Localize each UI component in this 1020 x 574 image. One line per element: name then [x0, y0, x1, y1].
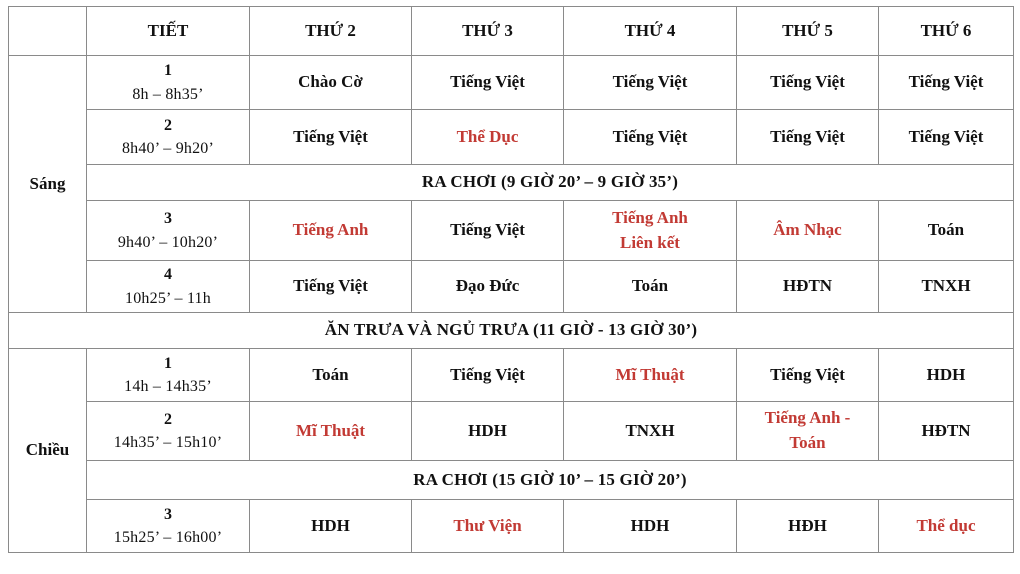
corner-cell	[9, 7, 87, 56]
period-cell	[87, 261, 250, 313]
period-time: 8h40’ – 9h20’	[121, 140, 215, 157]
subject-cell: Tiếng Việt	[564, 110, 737, 165]
header-row	[9, 7, 1014, 56]
subject-cell: Thể Dục	[412, 110, 564, 165]
subject-cell: Âm Nhạc	[737, 201, 879, 261]
period-cell	[87, 402, 250, 461]
subject-cell: Thư Viện	[412, 500, 564, 553]
subject-cell: Toán	[564, 261, 737, 313]
period-number: 2	[164, 410, 172, 428]
header-day: THỨ 3	[412, 7, 564, 56]
header-day: THỨ 6	[879, 7, 1014, 56]
table-row	[9, 349, 1014, 402]
period-number: 3	[164, 505, 172, 523]
period-cell	[87, 56, 250, 110]
subject-cell: Tiếng Việt	[412, 349, 564, 402]
subject-cell: HĐTN	[737, 261, 879, 313]
subject-cell: Mĩ Thuật	[250, 402, 412, 461]
period-cell	[87, 500, 250, 553]
subject-cell: Tiếng Việt	[879, 56, 1014, 110]
subject-cell: TNXH	[564, 402, 737, 461]
subject-cell: Chào Cờ	[250, 56, 412, 110]
subject-cell: HDH	[412, 402, 564, 461]
period-number: 1	[164, 62, 172, 80]
break-morning: RA CHƠI (9 GIỜ 20’ – 9 GIỜ 35’)	[87, 165, 1014, 201]
subject-cell: Tiếng Việt	[737, 110, 879, 165]
period-time: 8h – 8h35’	[132, 85, 204, 103]
table-row	[9, 500, 1014, 553]
timetable	[8, 6, 1014, 553]
subject-cell: Tiếng Anh - Toán	[737, 402, 879, 461]
subject-cell: Toán	[250, 349, 412, 402]
period-number: 3	[164, 210, 172, 228]
table-row	[9, 261, 1014, 313]
subject-cell: Tiếng Việt	[737, 56, 879, 110]
subject-cell: Toán	[879, 201, 1014, 261]
subject-cell: Tiếng Việt	[412, 201, 564, 261]
break-lunch: ĂN TRƯA VÀ NGỦ TRƯA (11 GIỜ - 13 GIỜ 30’)	[9, 313, 1014, 349]
subject-cell: HĐH	[737, 500, 879, 553]
period-cell	[87, 110, 250, 165]
header-day: THỨ 5	[737, 7, 879, 56]
header-day: THỨ 4	[564, 7, 737, 56]
subject-cell: Tiếng Anh	[250, 201, 412, 261]
subject-cell: Tiếng Việt	[879, 110, 1014, 165]
subject-cell: Tiếng Anh Liên kết	[564, 201, 737, 261]
subject-cell: TNXH	[879, 261, 1014, 313]
subject-cell: Tiếng Việt	[564, 56, 737, 110]
break-afternoon: RA CHƠI (15 GIỜ 10’ – 15 GIỜ 20’)	[87, 461, 1014, 500]
period-time: 15h25’ – 16h00’	[113, 529, 223, 546]
session-afternoon: Chiều	[9, 349, 87, 553]
table-row	[9, 56, 1014, 110]
subject-cell: HDH	[564, 500, 737, 553]
period-number: 4	[164, 266, 172, 284]
period-number: 2	[164, 116, 172, 134]
subject-cell: Tiếng Việt	[250, 110, 412, 165]
header-period: TIẾT	[87, 7, 250, 56]
subject-cell: HDH	[879, 349, 1014, 402]
break-row	[9, 165, 1014, 201]
session-morning: Sáng	[9, 56, 87, 313]
period-cell	[87, 201, 250, 261]
period-cell	[87, 349, 250, 402]
subject-cell: Tiếng Việt	[250, 261, 412, 313]
subject-cell: Mĩ Thuật	[564, 349, 737, 402]
table-row	[9, 110, 1014, 165]
period-time: 14h35’ – 15h10’	[113, 434, 223, 451]
break-row	[9, 313, 1014, 349]
subject-cell: Tiếng Việt	[412, 56, 564, 110]
header-day: THỨ 2	[250, 7, 412, 56]
subject-cell: Đạo Đức	[412, 261, 564, 313]
period-time: 14h – 14h35’	[124, 378, 212, 395]
table-row	[9, 201, 1014, 261]
table-row	[9, 402, 1014, 461]
period-time: 10h25’ – 11h	[125, 289, 211, 307]
period-number: 1	[164, 354, 172, 372]
subject-cell: HĐTN	[879, 402, 1014, 461]
break-row	[9, 461, 1014, 500]
period-time: 9h40’ – 10h20’	[117, 233, 219, 251]
subject-cell: Tiếng Việt	[737, 349, 879, 402]
subject-cell: HDH	[250, 500, 412, 553]
subject-cell: Thể dục	[879, 500, 1014, 553]
